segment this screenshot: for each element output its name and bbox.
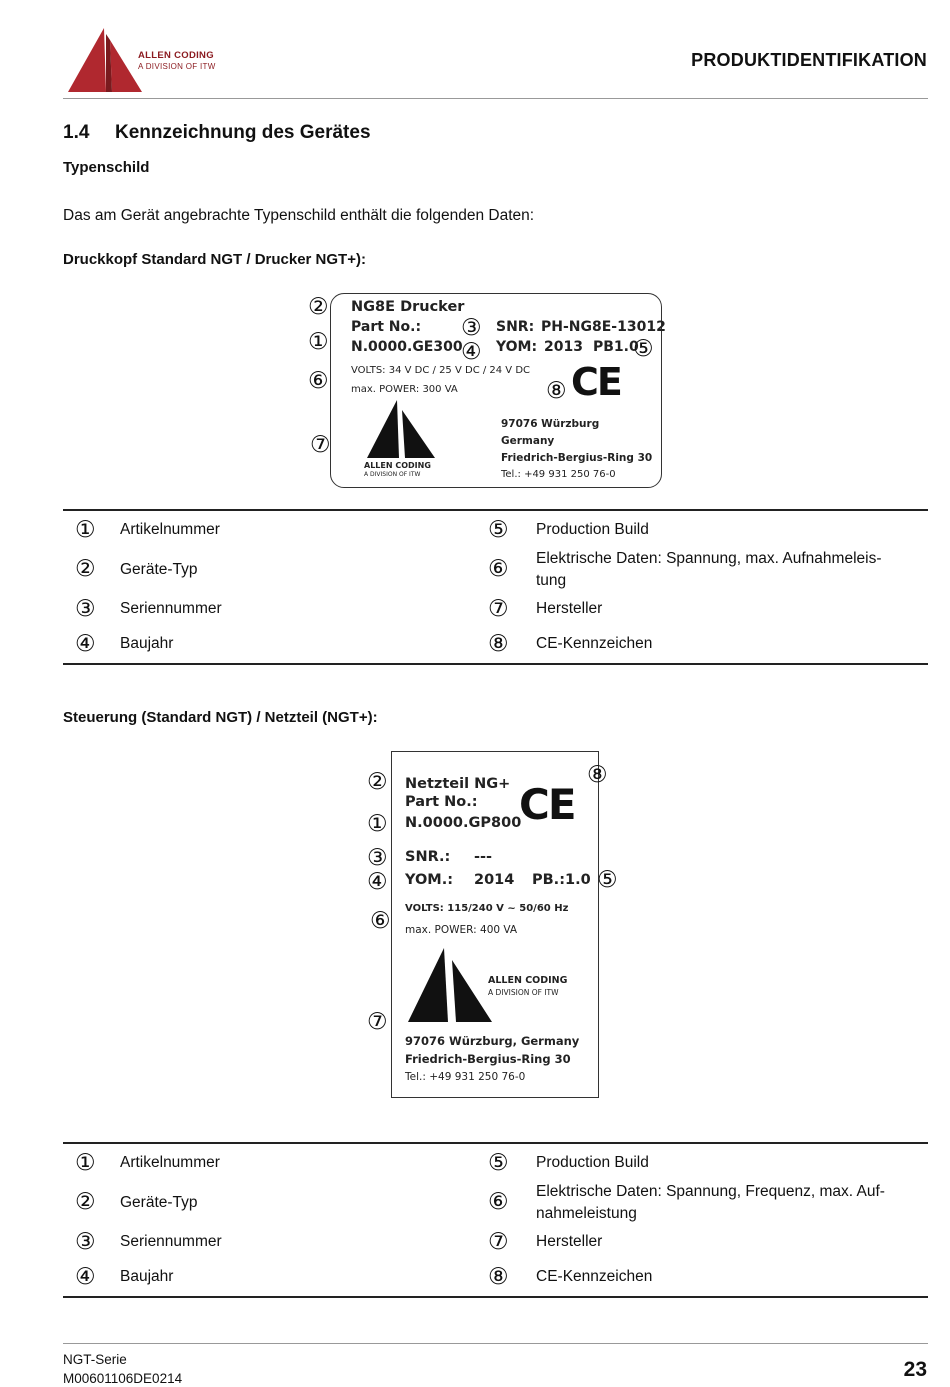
- legend1-label-cont: tung: [536, 572, 567, 589]
- legend2-label: Hersteller: [536, 1233, 603, 1250]
- plate1-callout-1: ①: [308, 329, 329, 355]
- type-plate-printhead: [330, 293, 666, 488]
- legend2-num: ⑧: [488, 1264, 509, 1290]
- plate2-ce-mark: CE: [519, 780, 575, 829]
- type-plate-controller: [391, 751, 599, 1098]
- plate2-callout-7: ⑦: [367, 1009, 388, 1035]
- legend2-label: CE-Kennzeichen: [536, 1268, 653, 1285]
- legend2-label: Seriennummer: [120, 1233, 222, 1250]
- plate2-callout-3: ③: [367, 845, 388, 871]
- plate1-callout-5: ⑤: [633, 336, 654, 362]
- allen-coding-logo-icon: [66, 26, 146, 94]
- table-row: [63, 1181, 928, 1227]
- plate2-callout-8: ⑧: [587, 762, 608, 788]
- legend1-label: Geräte-Typ: [120, 561, 198, 578]
- legend2-num: ⑦: [488, 1229, 509, 1255]
- legend-table-1: [63, 509, 928, 665]
- plate2-part-label: Part No.:: [405, 794, 478, 810]
- legend1-label: CE-Kennzeichen: [536, 635, 653, 652]
- plate1-logo-icon: [367, 400, 437, 460]
- legend2-label: Baujahr: [120, 1268, 174, 1285]
- plate2-logo-line1: ALLEN CODING: [488, 975, 568, 986]
- plate1-callout-8: ⑧: [546, 378, 567, 404]
- plate1-heading: Druckkopf Standard NGT / Drucker NGT+):: [63, 251, 366, 268]
- plate2-callout-4: ④: [367, 869, 388, 895]
- plate1-volts: VOLTS: 34 V DC / 25 V DC / 24 V DC: [351, 365, 531, 376]
- legend2-label: Elektrische Daten: Spannung, Frequenz, max. Auf-: [536, 1183, 885, 1200]
- plate2-callout-6: ⑥: [370, 908, 391, 934]
- plate1-callout-3: ③: [461, 315, 482, 341]
- plate2-address-2: Friedrich-Bergius-Ring 30: [405, 1052, 571, 1066]
- legend2-label-cont: nahmeleistung: [536, 1205, 637, 1222]
- legend1-num: ①: [75, 517, 96, 543]
- legend1-num: ⑧: [488, 631, 509, 657]
- plate2-snr-value: ---: [474, 849, 493, 865]
- plate1-ce-mark: CE: [571, 360, 621, 404]
- plate2-heading: Steuerung (Standard NGT) / Netzteil (NGT+):: [63, 709, 378, 726]
- header-divider: [63, 98, 928, 99]
- plate1-logo-line2: A DIVISION OF ITW: [364, 471, 421, 478]
- table-row: [63, 1231, 928, 1255]
- plate1-device-name: NG8E Drucker: [351, 299, 465, 315]
- plate1-power: max. POWER: 300 VA: [351, 384, 458, 395]
- plate1-callout-6: ⑥: [308, 368, 329, 394]
- plate1-part-label: Part No.:: [351, 319, 422, 335]
- legend2-num: ⑥: [488, 1189, 509, 1215]
- legend1-label: Production Build: [536, 521, 649, 538]
- section-title: Kennzeichnung des Gerätes: [115, 122, 371, 143]
- legend1-num: ③: [75, 596, 96, 622]
- legend1-num: ②: [75, 556, 96, 582]
- plate2-logo-icon: [408, 948, 494, 1024]
- plate2-address-1: 97076 Würzburg, Germany: [405, 1034, 580, 1048]
- logo-text-line2: A DIVISION OF ITW: [138, 62, 216, 71]
- table-row: [63, 633, 928, 657]
- page-header-title: PRODUKTIDENTIFIKATION: [691, 50, 927, 70]
- legend1-label: Hersteller: [536, 600, 603, 617]
- table-row: [63, 548, 928, 594]
- footer-doc-id: M00601106DE0214: [63, 1371, 183, 1386]
- plate1-address-3: Friedrich-Bergius-Ring 30: [501, 452, 653, 464]
- plate2-callout-5: ⑤: [597, 867, 618, 893]
- legend2-num: ④: [75, 1264, 96, 1290]
- plate1-snr-value: PH-NG8E-13012: [541, 319, 666, 335]
- legend1-label: Artikelnummer: [120, 521, 220, 538]
- legend2-num: ③: [75, 1229, 96, 1255]
- plate1-address-1: 97076 Würzburg: [501, 418, 600, 430]
- plate1-callout-4: ④: [461, 339, 482, 365]
- plate1-address-2: Germany: [501, 435, 555, 447]
- plate1-pb-value: PB1.0: [593, 339, 639, 355]
- plate2-callout-2: ②: [367, 769, 388, 795]
- plate2-pb-value: PB.:1.0: [532, 872, 591, 888]
- footer-series: NGT-Serie: [63, 1352, 127, 1367]
- table-row: [63, 598, 928, 622]
- plate2-power: max. POWER: 400 VA: [405, 924, 518, 936]
- plate1-callout-7: ⑦: [310, 432, 331, 458]
- legend1-label: Elektrische Daten: Spannung, max. Aufnahmeleis-: [536, 550, 882, 567]
- legend2-num: ⑤: [488, 1150, 509, 1176]
- plate2-address-3: Tel.: +49 931 250 76-0: [405, 1071, 526, 1083]
- plate2-device-name: Netzteil NG+: [405, 776, 511, 792]
- plate2-yom-label: YOM.:: [405, 872, 454, 888]
- plate2-part-value: N.0000.GP800: [405, 815, 522, 831]
- plate1-address-4: Tel.: +49 931 250 76-0: [501, 469, 616, 480]
- plate2-volts: VOLTS: 115/240 V ~ 50/60 Hz: [405, 903, 569, 914]
- legend2-num: ①: [75, 1150, 96, 1176]
- page-number: 23: [903, 1358, 927, 1381]
- section-number: 1.4: [63, 122, 90, 143]
- legend2-label: Artikelnummer: [120, 1154, 220, 1171]
- logo-text-line1: ALLEN CODING: [138, 50, 214, 61]
- plate1-part-value: N.0000.GE300: [351, 339, 463, 355]
- subsection-title: Typenschild: [63, 159, 150, 176]
- legend-table-2: [63, 1142, 928, 1298]
- table-row: [63, 1152, 928, 1176]
- table-row: [63, 519, 928, 543]
- footer-divider: [63, 1343, 928, 1344]
- legend2-num: ②: [75, 1189, 96, 1215]
- plate2-yom-value: 2014: [474, 872, 515, 888]
- plate1-yom-value: 2013: [544, 339, 583, 355]
- legend1-num: ⑤: [488, 517, 509, 543]
- plate2-logo-line2: A DIVISION OF ITW: [488, 988, 559, 997]
- plate1-yom-label: YOM:: [496, 339, 538, 355]
- legend2-label: Geräte-Typ: [120, 1194, 198, 1211]
- plate2-callout-1: ①: [367, 811, 388, 837]
- plate1-callout-2: ②: [308, 294, 329, 320]
- intro-text: Das am Gerät angebrachte Typenschild enthält die folgenden Daten:: [63, 207, 535, 224]
- plate2-snr-label: SNR.:: [405, 849, 451, 865]
- legend1-label: Seriennummer: [120, 600, 222, 617]
- legend1-num: ④: [75, 631, 96, 657]
- plate1-logo-line1: ALLEN CODING: [364, 461, 431, 470]
- legend1-num: ⑥: [488, 556, 509, 582]
- plate1-snr-label: SNR:: [496, 319, 535, 335]
- legend1-num: ⑦: [488, 596, 509, 622]
- legend1-label: Baujahr: [120, 635, 174, 652]
- company-logo: [66, 26, 226, 94]
- legend2-label: Production Build: [536, 1154, 649, 1171]
- table-row: [63, 1266, 928, 1290]
